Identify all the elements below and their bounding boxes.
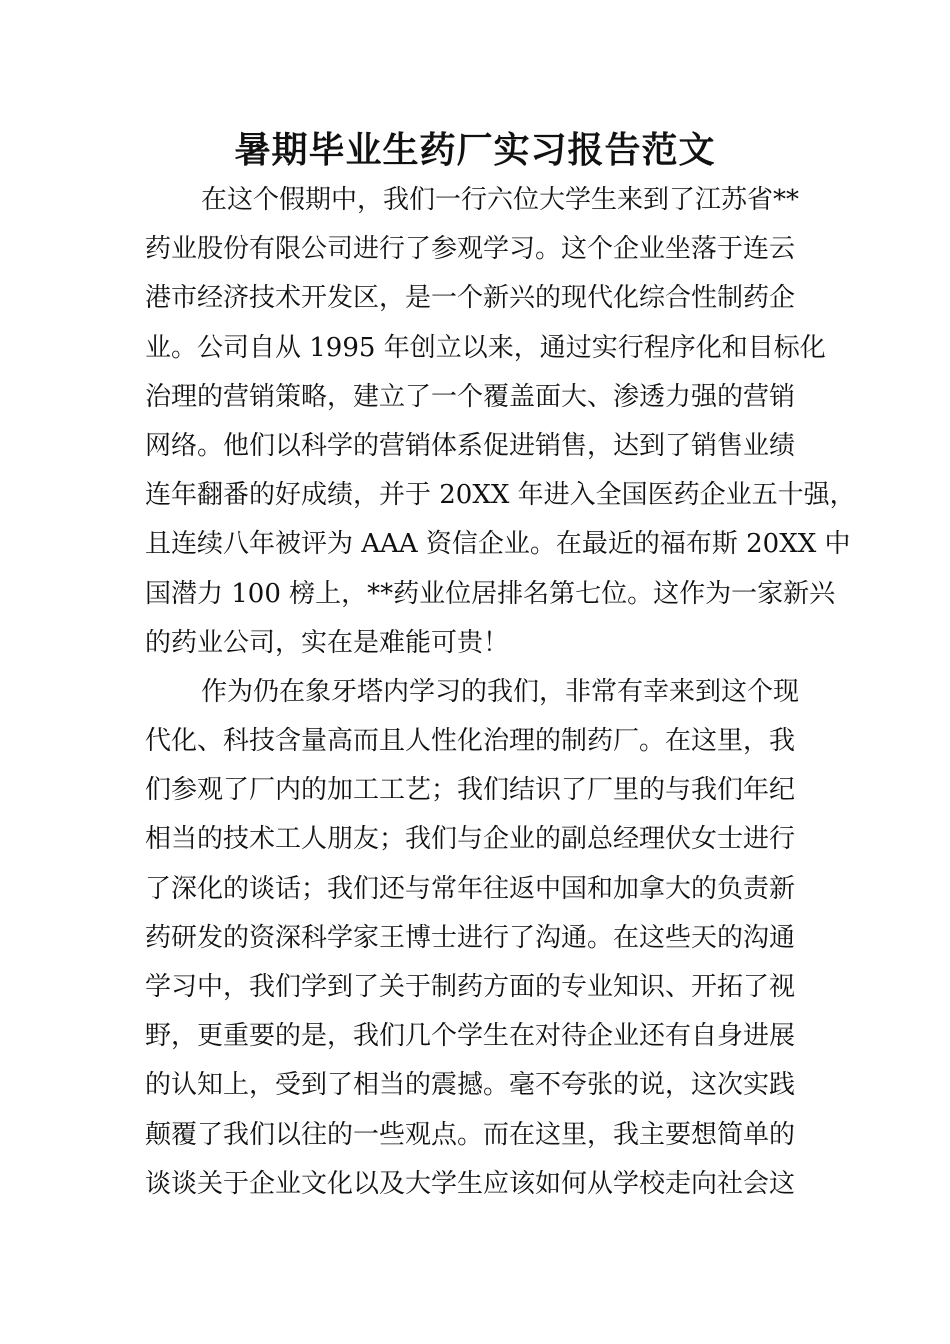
paragraph-line: 业。公司自从 1995 年创立以来，通过实行程序化和目标化 bbox=[145, 332, 826, 363]
paragraph-line: 国潜力 100 榜上，**药业位居排名第七位。这作为一家新兴 bbox=[145, 578, 836, 609]
paragraph-line: 学习中，我们学到了关于制药方面的专业知识、开拓了视 bbox=[145, 972, 796, 1002]
paragraph-line: 们参观了厂内的加工工艺；我们结识了厂里的与我们年纪 bbox=[145, 775, 796, 806]
paragraph-line: 作为仍在象牙塔内学习的我们，非常有幸来到这个现 bbox=[201, 676, 800, 707]
paragraph-line: 相当的技术工人朋友；我们与企业的副总经理伏女士进行 bbox=[145, 824, 796, 855]
paragraph-line: 治理的营销策略，建立了一个覆盖面大、渗透力强的营销 bbox=[145, 381, 796, 412]
paragraph-line: 了深化的谈话；我们还与常年往返中国和加拿大的负责新 bbox=[145, 873, 796, 904]
paragraph-line: 且连续八年被评为 AAA 资信企业。在最近的福布斯 20XX 中 bbox=[145, 529, 851, 560]
paragraph-line: 谈谈关于企业文化以及大学生应该如何从学校走向社会这 bbox=[145, 1168, 796, 1199]
paragraph-line: 野，更重要的是，我们几个学生在对待企业还有自身进展 bbox=[145, 1021, 796, 1052]
paragraph-1 bbox=[145, 176, 856, 668]
document-body bbox=[145, 176, 856, 1209]
paragraph-line: 的认知上，受到了相当的震撼。毫不夸张的说，这次实践 bbox=[145, 1070, 796, 1101]
paragraph-line: 的药业公司，实在是难能可贵！ bbox=[145, 627, 510, 658]
paragraph-line: 网络。他们以科学的营销体系促进销售，达到了销售业绩 bbox=[145, 430, 796, 461]
paragraph-line: 颠覆了我们以往的一些观点。而在这里，我主要想简单的 bbox=[145, 1119, 796, 1150]
paragraph-line: 连年翻番的好成绩，并于 20XX 年进入全国医药企业五十强， bbox=[145, 480, 856, 511]
paragraph-line: 代化、科技含量高而且人性化治理的制药厂。在这里，我 bbox=[145, 726, 796, 757]
paragraph-2 bbox=[145, 668, 835, 1209]
paragraph-line: 药业股份有限公司进行了参观学习。这个企业坐落于连云 bbox=[145, 234, 796, 265]
paragraph-line: 药研发的资深科学家王博士进行了沟通。在这些天的沟通 bbox=[145, 922, 796, 953]
paragraph-line: 港市经济技术开发区，是一个新兴的现代化综合性制药企 bbox=[145, 283, 796, 314]
document-title: 暑期毕业生药厂实习报告范文 bbox=[234, 129, 716, 171]
paragraph-line: 在这个假期中，我们一行六位大学生来到了江苏省** bbox=[201, 185, 800, 215]
